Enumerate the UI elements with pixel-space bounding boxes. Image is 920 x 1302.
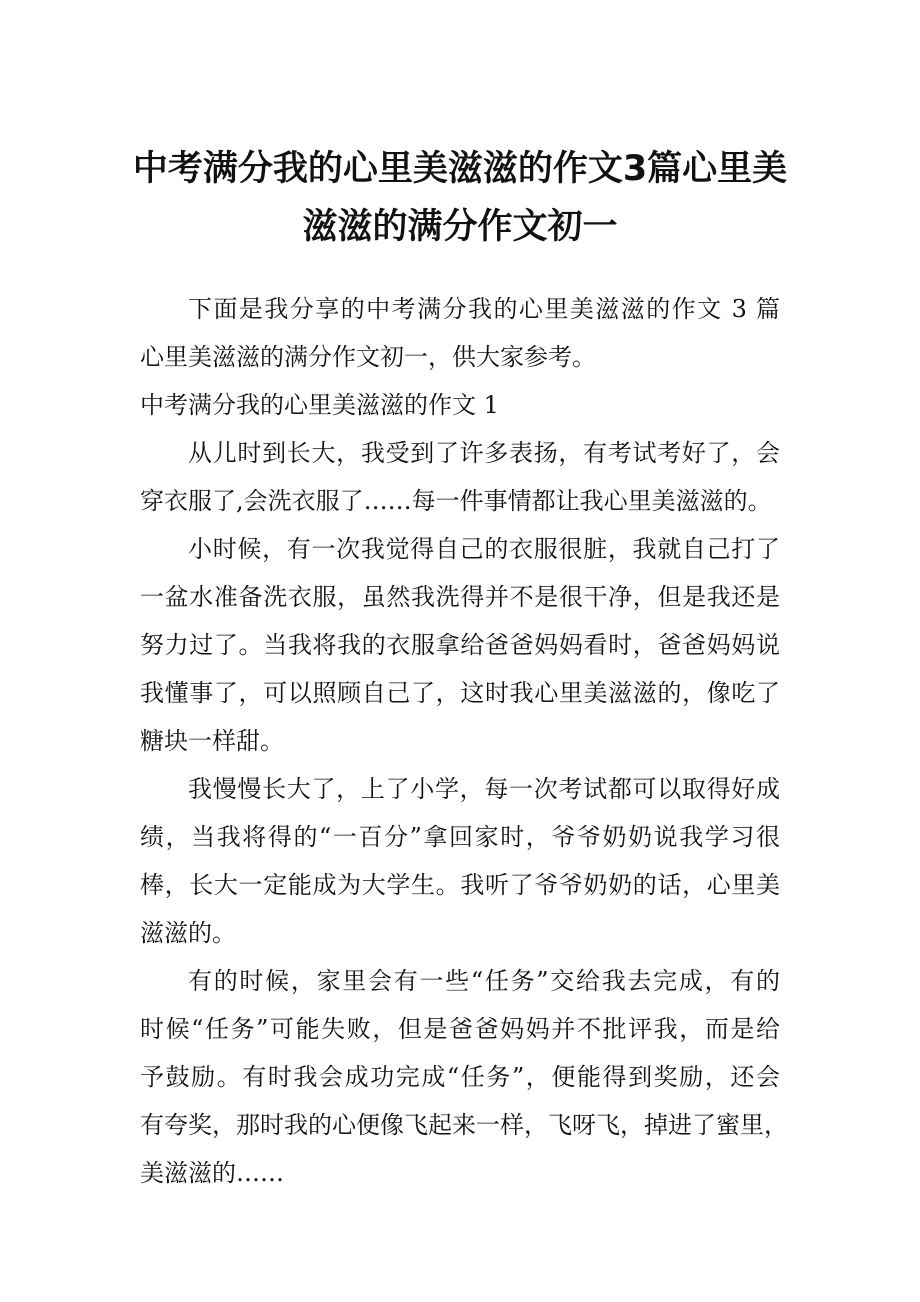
text-line: 我慢慢长大了，上了小学，每一次考试都可以取得好成 <box>188 775 780 803</box>
document-title <box>120 140 800 256</box>
paragraph <box>140 525 780 765</box>
text-line: 时候“任务”可能失败，但是爸爸妈妈并不批评我，而是给 <box>140 1015 780 1043</box>
text-line: 中考满分我的心里美滋滋的作文 1 <box>140 391 499 419</box>
text-line: 有的时候，家里会有一些“任务”交给我去完成，有的 <box>188 967 780 995</box>
paragraph <box>140 429 780 525</box>
text-line: 我懂事了，可以照顾自己了，这时我心里美滋滋的，像吃了 <box>140 679 780 707</box>
text-line: 滋滋的。 <box>140 919 236 947</box>
text-line: 心里美滋滋的满分作文初一，供大家参考。 <box>140 343 596 371</box>
paragraph <box>140 765 780 957</box>
text-line: 棒，长大一定能成为大学生。我听了爷爷奶奶的话，心里美 <box>140 871 780 899</box>
text-line: 从儿时到长大，我受到了许多表扬，有考试考好了，会 <box>188 439 780 467</box>
text-line: 予鼓励。有时我会成功完成“任务”，便能得到奖励，还会 <box>140 1063 780 1091</box>
text-line: 小时候，有一次我觉得自己的衣服很脏，我就自己打了 <box>188 535 780 563</box>
title-line: 滋滋的满分作文初一 <box>302 207 618 247</box>
text-line: 糖块一样甜。 <box>140 727 284 755</box>
text-line: 下面是我分享的中考满分我的心里美滋滋的作文 3 篇 <box>188 295 780 323</box>
text-line: 一盆水准备洗衣服，虽然我洗得并不是很干净，但是我还是 <box>140 583 780 611</box>
text-line: 有夸奖，那时我的心便像飞起来一样，飞呀飞，掉进了蜜里， <box>140 1111 788 1139</box>
paragraph <box>140 285 780 381</box>
text-line: 努力过了。当我将我的衣服拿给爸爸妈妈看时，爸爸妈妈说 <box>140 631 780 659</box>
text-line: 绩，当我将得的“一百分”拿回家时，爷爷奶奶说我学习很 <box>140 823 780 851</box>
paragraph <box>140 381 780 429</box>
document-body <box>140 285 788 1197</box>
text-line: 美滋滋的…… <box>140 1159 284 1187</box>
title-line: 中考满分我的心里美滋滋的作文3篇心里美 <box>132 149 788 189</box>
paragraph <box>140 957 788 1197</box>
text-line: 穿衣服了,会洗衣服了……每一件事情都让我心里美滋滋的。 <box>140 487 772 515</box>
